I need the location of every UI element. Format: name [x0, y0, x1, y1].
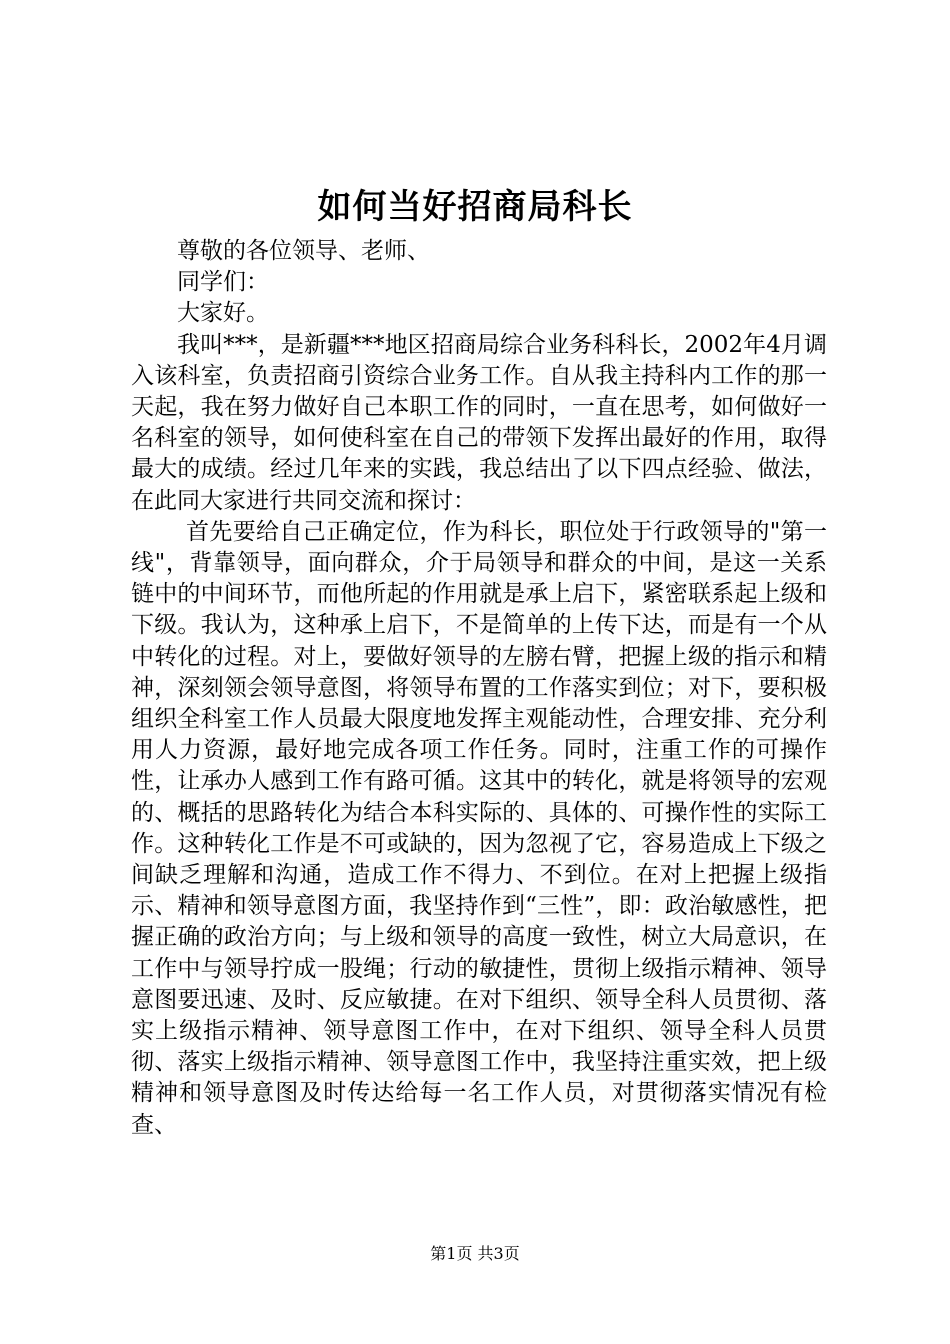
salutation-line-1: 尊敬的各位领导、老师、: [177, 238, 430, 264]
document-title: 如何当好招商局科长: [317, 187, 633, 227]
intro-paragraph: 我叫***，是新疆***地区招商局综合业务科科长，2002年4月调入该科室，负责招商引资综合业务工作。自从我主持科内工作的那一天起，我在努力做好自己本职工作的同时，一直在思考，如何做好一名科室的领导，如何使科室在自己的带领下发挥出最好的作用，取得最大的成绩。经过几年来的实践，我总结出了以下四点经验、做法，在此同大家进行共同交流和探讨：: [131, 331, 827, 514]
document-body: [131, 236, 827, 1141]
body-paragraph: 首先要给自己正确定位，作为科长，职位处于行政领导的"第一线"，背靠领导，面向群众，介于局领导和群众的中间，是这一关系链中的中间环节，而他所起的作用就是承上启下，紧密联系起上级和下级。我认为，这种承上启下，不是简单的上传下达，而是有一个从中转化的过程。对上，要做好领导的左膀右臂，把握上级的指示和精神，深刻领会领导意图，将领导布置的工作落实到位；对下，要积极组织全科室工作人员最大限度地发挥主观能动性，合理安排、充分利用人力资源，最好地完成各项工作任务。同时，注重工作的可操作性，让承办人感到工作有路可循。这其中的转化，就是将领导的宏观的、概括的思路转化为结合本科实际的、具体的、可操作性的实际工作。这种转化工作是不可或缺的，因为忽视了它，容易造成上下级之间缺乏理解和沟通，造成工作不得力、不到位。在对上把握上级指示、精神和领导意图方面，我坚持作到“三性”，即：政治敏感性，把握正确的政治方向；与上级和领导的高度一致性，树立大局意识，在工作中与领导拧成一股绳；行动的敏捷性，贯彻上级指示精神、领导意图要迅速、及时、反应敏捷。在对下组织、领导全科人员贯彻、落实上级指示精神、领导意图工作中，在对下组织、领导全科人员贯彻、落实上级指示精神、领导意图工作中，我坚持注重实效，把上级精神和领导意图及时传达给每一名工作人员，对贯彻落实情况有检查、: [131, 518, 827, 1138]
page-footer: 第1页 共3页: [430, 1244, 520, 1263]
greeting-line: 大家好。: [177, 300, 269, 327]
salutation-line-2: 同学们：: [177, 269, 269, 296]
